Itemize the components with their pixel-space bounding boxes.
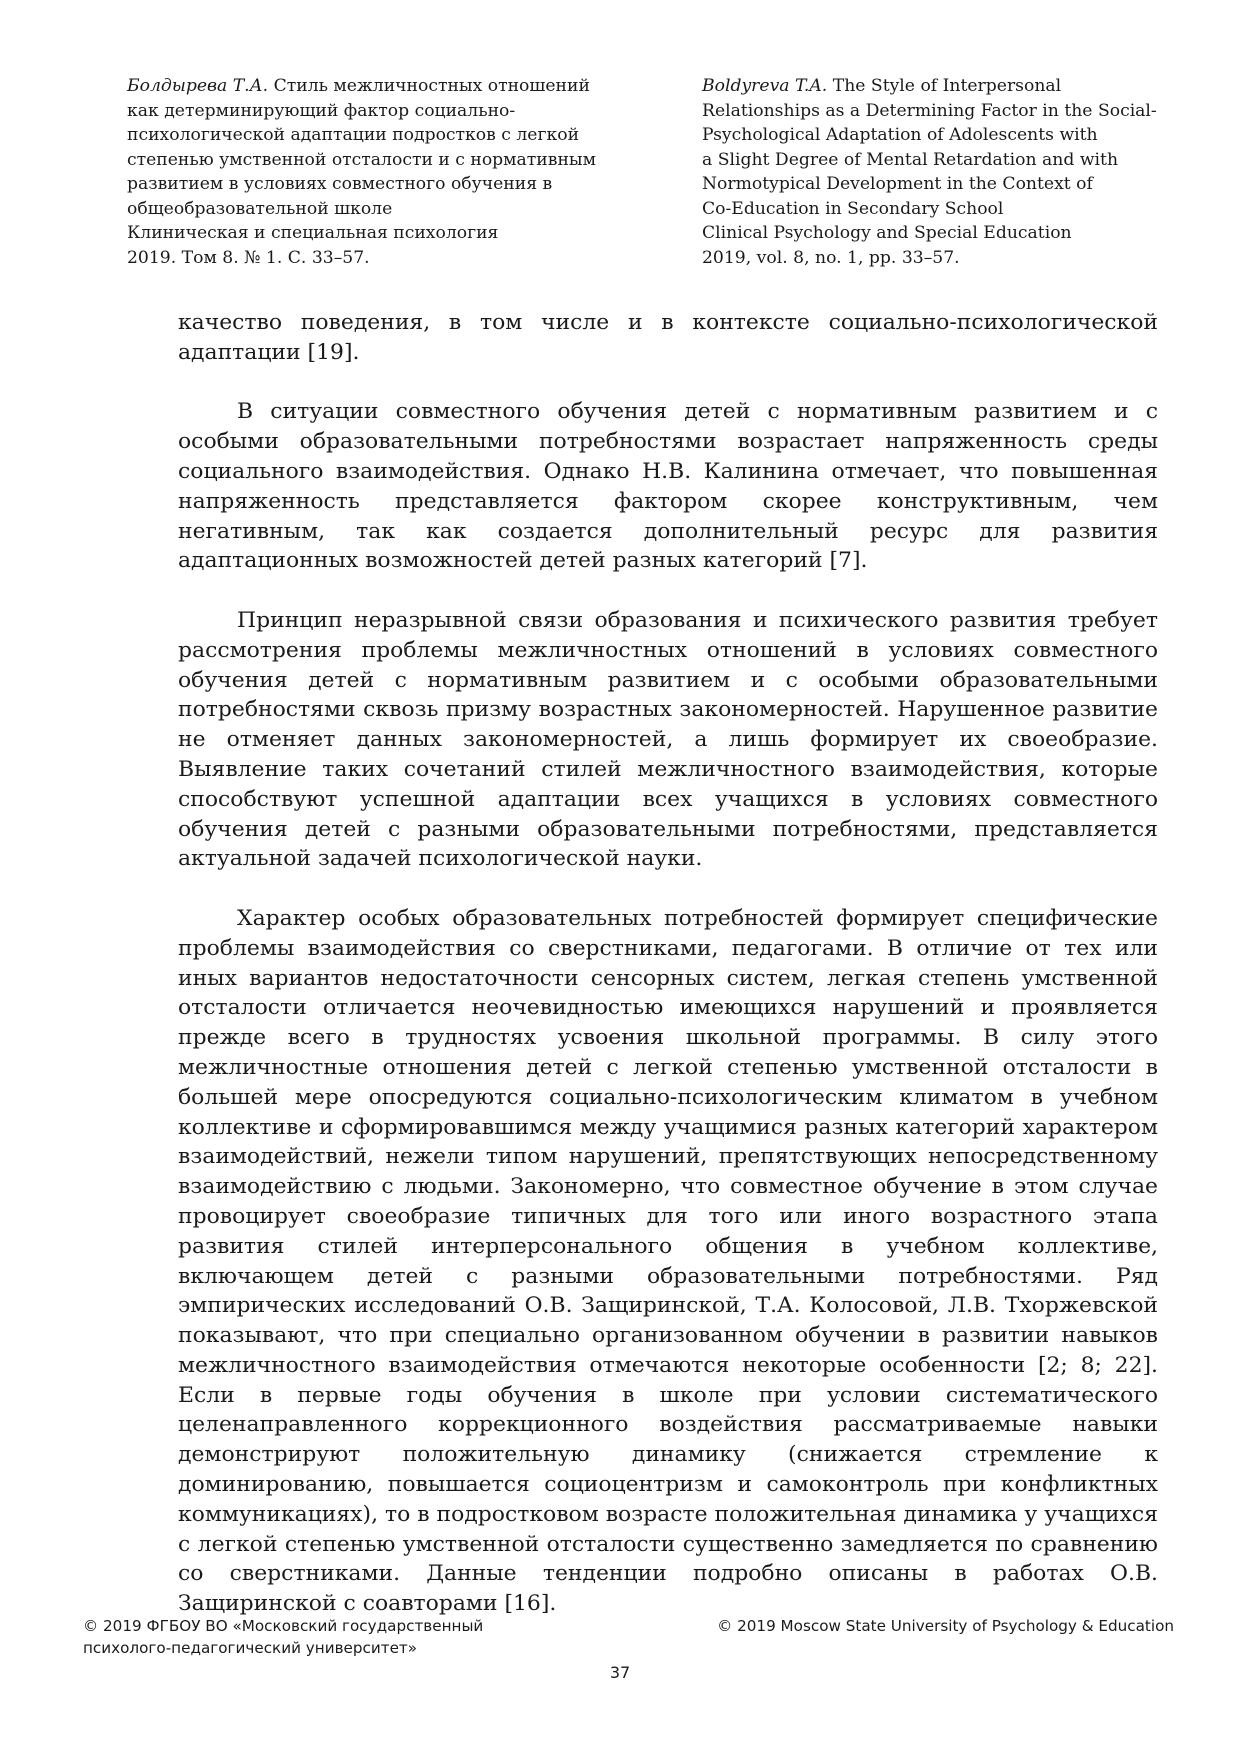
body-paragraph: В ситуации совместного обучения детей с нормативным развитием и с особыми образовательными потребностями возрастает напряженность среды социального взаимодействия. Однако Н.В. Калинина отмечает, что повышенная напряженность представляется фактором скорее конструктивным, чем негативным, так как создается дополнительный ресурс для развития адаптационных возможностей детей разных категорий [7]. (178, 399, 1158, 574)
header-title-first-line (702, 74, 1172, 99)
header-author: Boldyreva T.A. (702, 76, 828, 96)
running-header-english (702, 74, 1172, 270)
running-header-russian (127, 74, 647, 270)
header-author: Болдырева Т.А. (127, 76, 269, 96)
article-body (178, 308, 1158, 1649)
copyright-english: © 2019 Moscow State University of Psychology & Education (717, 1617, 1174, 1635)
header-title: The Style of Interpersonal (832, 76, 1062, 96)
copyright-line: © 2019 ФГБОУ ВО «Московский государственный (83, 1617, 484, 1635)
header-title-first-line (127, 74, 647, 99)
header-title: Стиль межличностных отношений (273, 76, 590, 96)
header-citation: 2019, vol. 8, no. 1, pp. 33–57. (702, 247, 960, 268)
header-title-line: степенью умственной отсталости и с нормативным (127, 149, 596, 170)
header-title-line: Co-Education in Secondary School (702, 198, 1004, 219)
page-number: 37 (609, 1663, 631, 1682)
copyright-line: психолого-педагогический университет» (83, 1639, 418, 1657)
header-citation: 2019. Том 8. № 1. С. 33–57. (127, 247, 370, 268)
header-title-line: Psychological Adaptation of Adolescents with (702, 125, 1098, 145)
header-title-line: психологической адаптации подростков с легкой (127, 125, 580, 145)
body-paragraph: Принцип неразрывной связи образования и психического развития требует рассмотрения проблемы межличностных отношений в условиях совместного обучения детей с нормативным развитием и с особыми образовательными потребностями сквозь призму возрастных закономерностей. Нарушенное развитие не отменяет данных закономерностей, а лишь формирует их своеобразие. Выявление таких сочетаний стилей межличностного взаимодействия, которые способствуют успешной адаптации всех учащихся в условиях совместного обучения детей с разными образовательными потребностями, представляется актуальной задачей психологической науки. (178, 607, 1158, 872)
header-journal: Клиническая и специальная психология (127, 223, 499, 243)
header-title-line: a Slight Degree of Mental Retardation and with (702, 149, 1119, 170)
header-title-line: как детерминирующий фактор социально- (127, 100, 516, 121)
header-journal: Clinical Psychology and Special Education (702, 223, 1072, 243)
header-title-line: развитием в условиях совместного обучения в (127, 174, 553, 194)
copyright-russian (83, 1615, 603, 1659)
body-paragraph: качество поведения, в том числе и в контексте социально-психологической адаптации [19]. (178, 310, 1158, 365)
header-title-line: общеобразовательной школе (127, 198, 393, 219)
header-title-line: Normotypical Development in the Context of (702, 174, 1093, 194)
header-title-line: Relationships as a Determining Factor in the Social- (702, 100, 1157, 121)
body-paragraph: Характер особых образовательных потребностей формирует специфические проблемы взаимодействия со сверстниками, педагогами. В отличие от тех или иных вариантов недостаточности сенсорных систем, легкая степень умственной отсталости отличается неочевидностью имеющихся нарушений и проявляется прежде всего в трудностях усвоения школьной программы. В силу этого межличностные отношения детей с легкой степенью умственной отсталости в большей мере опосредуются социально-психологическим климатом в учебном коллективе и сформировавшимся между учащимися разных категорий характером взаимодействий, нежели типом нарушений, препятствующих непосредственному взаимодействию с людьми. Закономерно, что совместное обучение в этом случае провоцирует своеобразие типичных для того или иного возрастного этапа развития стилей интерперсонального общения в учебном коллективе, включающем детей с разными образовательными потребностями. Ряд эмпирических исследований О.В. Защиринской, Т.А. Колосовой, Л.В. Тхоржевской показывают, что при специально организованном обучении в развитии навыков межличностного взаимодействия отмечаются некоторые особенности [2; 8; 22]. Если в первые годы обучения в школе при условии систематического целенаправленного коррекционного воздействия рассматриваемые навыки демонстрируют положительную динамику (снижается стремление к доминированию, повышается социоцентризм и самоконтроль при конфликтных коммуникациях), то в подростковом возрасте положительная динамика у учащихся с легкой степенью умственной отсталости существенно замедляется по сравнению со сверстниками. Данные тенденции подробно описаны в работах О.В. Защиринской с соавторами [16]. (178, 905, 1158, 1617)
